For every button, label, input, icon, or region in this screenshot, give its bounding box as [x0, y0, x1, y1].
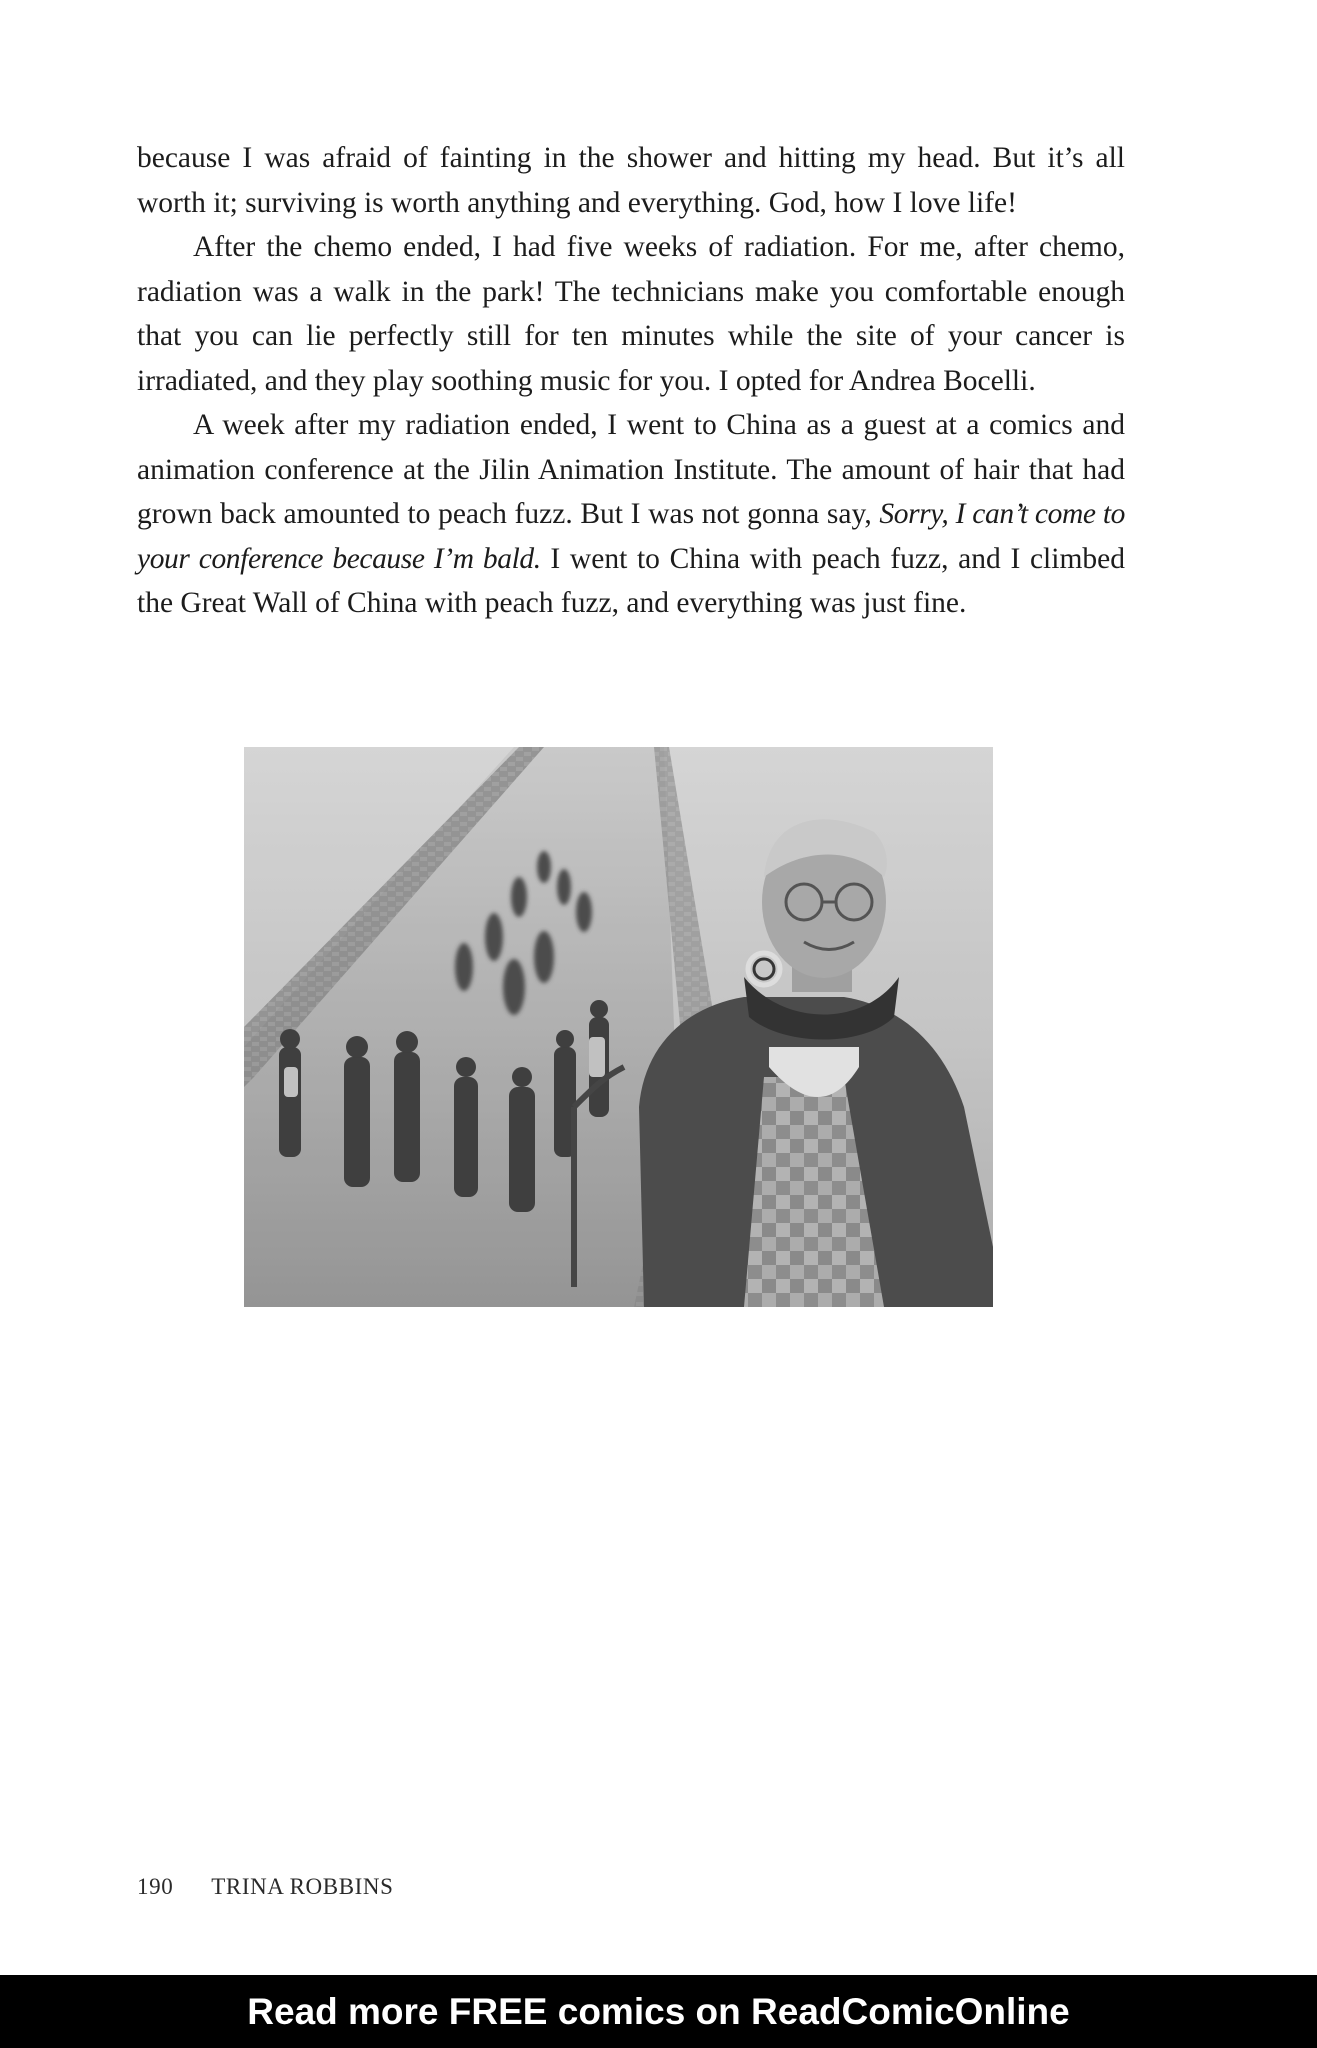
paragraph-3 [137, 403, 1125, 626]
running-head-author: TRINA ROBBINS [211, 1874, 394, 1899]
body-text [137, 136, 1125, 626]
paragraph-3-italic: Sorry, I can’t come to your conference because I’m bald. [137, 498, 1125, 575]
paragraph-2: After the chemo ended, I had five weeks of radiation. For me, after chemo, radiation was a walk in the park! The technicians make you comfortable enough that you can lie perfectly still for ten minutes while the site of your cancer is irradiated, and they play soothing music for you. I opted for Andrea Bocelli. [137, 231, 1125, 397]
promo-banner-link[interactable]: Read more FREE comics on ReadComicOnline [0, 1975, 1317, 2048]
great-wall-photo [244, 747, 993, 1307]
page-number: 190 [137, 1874, 174, 1899]
paragraph-3-tail: I went to China with peach fuzz, and I climbed the Great Wall of China with peach fuzz, and everything was just fine. [137, 542, 1125, 619]
paragraph-3-lead: A week after my radiation ended, I went to China as a guest at a comics and animation conference at the Jilin Animation Institute. The amount of hair that had grown back amounted to peach fuzz. But I was not gonna say, [137, 409, 1125, 530]
paragraph-1: because I was afraid of fainting in the shower and hitting my head. But it’s all worth it; surviving is worth anything and everything. God, how I love life! [137, 142, 1125, 219]
page-footer [137, 1874, 394, 1900]
